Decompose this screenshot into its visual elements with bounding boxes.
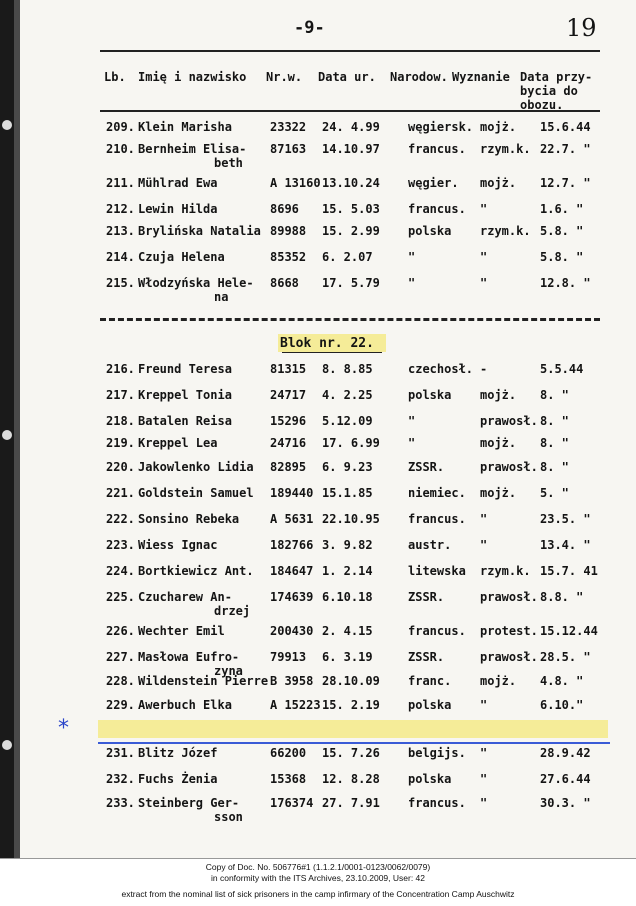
cell-lp: 212.	[106, 202, 135, 216]
cell-name: Lewin Hilda	[138, 202, 218, 216]
table-row	[0, 362, 636, 388]
cell-arrival: 15.6.44	[540, 120, 591, 134]
cell-lp: 233.	[106, 796, 135, 810]
cell-name: Masłowa Eufro-	[138, 650, 240, 664]
cell-birth: 17. 6.99	[322, 436, 380, 450]
cell-arrival: 5.8. "	[540, 224, 584, 238]
typed-page-number: -9-	[294, 18, 325, 38]
cell-lp: 231.	[106, 746, 135, 760]
header-nr: Nr.w.	[266, 70, 303, 84]
cell-birth: 24. 4.99	[322, 120, 380, 134]
cell-lp: 214.	[106, 250, 135, 264]
cell-arrival: 5. "	[540, 486, 569, 500]
cell-religion: mojż.	[480, 486, 517, 500]
blok-underline	[282, 352, 382, 353]
cell-nr: 66200	[270, 746, 307, 760]
cell-lp: 227.	[106, 650, 135, 664]
cell-nation: francus.	[408, 202, 466, 216]
cell-birth: 6. 9.23	[322, 460, 373, 474]
cell-nation: francus.	[408, 624, 466, 638]
cell-nation: "	[408, 250, 416, 264]
cell-arrival: 8. "	[540, 460, 569, 474]
cell-name: Sonsino Rebeka	[138, 512, 240, 526]
cell-religion: rzym.k.	[480, 564, 531, 578]
cell-name: Kreppel Lea	[138, 436, 218, 450]
header-birth: Data ur.	[318, 70, 376, 84]
cell-nr: 176374	[270, 796, 314, 810]
cell-nation: niemiec.	[408, 486, 466, 500]
cell-lp: 220.	[106, 460, 135, 474]
cell-nation: ZSSR.	[408, 590, 445, 604]
table-row	[0, 224, 636, 250]
cell-nr: 15296	[270, 414, 307, 428]
cell-religion: -	[480, 362, 488, 376]
header-name: Imię i nazwisko	[138, 70, 247, 84]
cell-religion: "	[480, 746, 488, 760]
cell-name: Jakowlenko Lidia	[138, 460, 254, 474]
cell-nr: A 5631	[270, 512, 314, 526]
table-row	[0, 460, 636, 486]
cell-nr: 87163	[270, 142, 307, 156]
cell-nation: polska	[408, 772, 452, 786]
cell-name-continuation: beth	[214, 156, 243, 170]
cell-arrival: 28.9.42	[540, 746, 591, 760]
header-arrival-3: obozu.	[520, 98, 564, 112]
header-lp: Lb.	[104, 70, 126, 84]
header-religion: Wyznanie	[452, 70, 510, 84]
cell-name: Wildenstein Pierre	[138, 674, 269, 688]
cell-nation: francus.	[408, 142, 466, 156]
table-row	[0, 176, 636, 202]
cell-name-continuation: sson	[214, 810, 243, 824]
cell-religion: mojż.	[480, 674, 517, 688]
cell-birth: 14.10.97	[322, 142, 380, 156]
cell-nation: ZSSR.	[408, 650, 445, 664]
cell-nation: polska	[408, 698, 452, 712]
cell-nation: francus.	[408, 512, 466, 526]
cell-birth: 2. 4.15	[322, 624, 373, 638]
cell-lp: 209.	[106, 120, 135, 134]
table-row	[0, 538, 636, 564]
cell-arrival: 8.8. "	[540, 590, 584, 604]
cell-name: Brylińska Natalia	[138, 224, 261, 238]
cell-nr: 24717	[270, 388, 307, 402]
cell-arrival: 22.7. "	[540, 142, 591, 156]
table-row	[0, 650, 636, 676]
cell-religion: "	[480, 698, 488, 712]
cell-arrival: 12.7. "	[540, 176, 591, 190]
cell-religion: mojż.	[480, 388, 517, 402]
cell-religion: "	[480, 772, 488, 786]
cell-lp: 223.	[106, 538, 135, 552]
cell-lp: 210.	[106, 142, 135, 156]
cell-arrival: 15.7. 41	[540, 564, 598, 578]
cell-nr: 8696	[270, 202, 299, 216]
cell-nr: 174639	[270, 590, 314, 604]
cell-name: Steinberg Ger-	[138, 796, 240, 810]
cell-nr: 85352	[270, 250, 307, 264]
cell-arrival: 5.8. "	[540, 250, 584, 264]
footer-line-3: extract from the nominal list of sick prisoners in the camp infirmary of the Concentration Camp Auschwitz	[121, 889, 515, 899]
cell-name: Wiess Ignac	[138, 538, 218, 552]
cell-religion: "	[480, 796, 488, 810]
cell-nation: czechosł.	[408, 362, 474, 376]
cell-arrival: 28.5. "	[540, 650, 591, 664]
cell-nr: A 13160	[270, 176, 321, 190]
cell-nation: polska	[408, 388, 452, 402]
cell-nation: "	[408, 436, 416, 450]
table-row	[0, 486, 636, 512]
cell-nation: "	[408, 276, 416, 290]
cell-nr: 184647	[270, 564, 314, 578]
cell-name: Awerbuch Elka	[138, 698, 232, 712]
cell-religion: "	[480, 512, 488, 526]
cell-arrival: 1.6. "	[540, 202, 584, 216]
row-230-highlight	[98, 720, 608, 738]
cell-religion: rzym.k.	[480, 142, 531, 156]
cell-nation: belgijs.	[408, 746, 466, 760]
table-row	[0, 674, 636, 700]
cell-nation: węgiersk.	[408, 120, 474, 134]
cell-religion: prawosł.	[480, 414, 538, 428]
table-row	[0, 250, 636, 276]
table-row	[0, 772, 636, 798]
cell-name: Wechter Emil	[138, 624, 225, 638]
cell-religion: "	[480, 250, 488, 264]
cell-lp: 221.	[106, 486, 135, 500]
cell-religion: rzym.k.	[480, 224, 531, 238]
table-row	[0, 564, 636, 590]
cell-nation: "	[408, 414, 416, 428]
pen-star-mark: *	[58, 716, 69, 741]
cell-lp: 219.	[106, 436, 135, 450]
cell-religion: prawosł.	[480, 460, 538, 474]
cell-name: Bernheim Elisa-	[138, 142, 247, 156]
cell-nr: 82895	[270, 460, 307, 474]
cell-lp: 229.	[106, 698, 135, 712]
cell-birth: 6. 3.19	[322, 650, 373, 664]
cell-lp: 215.	[106, 276, 135, 290]
cell-birth: 1. 2.14	[322, 564, 373, 578]
cell-nr: 81315	[270, 362, 307, 376]
header-arrival-2: bycia do	[520, 84, 578, 98]
cell-nation: węgier.	[408, 176, 459, 190]
table-row	[0, 624, 636, 650]
header-nation: Narodow.	[390, 70, 448, 84]
footer-line-2: in conformity with the ITS Archives, 23.10.2009, User: 42	[210, 873, 426, 883]
cell-religion: mojż.	[480, 436, 517, 450]
cell-nr: B 3958	[270, 674, 314, 688]
cell-arrival: 5.5.44	[540, 362, 584, 376]
cell-birth: 12. 8.28	[322, 772, 380, 786]
cell-nr: A 15223	[270, 698, 321, 712]
cell-birth: 28.10.09	[322, 674, 380, 688]
cell-religion: "	[480, 538, 488, 552]
cell-nr: 24716	[270, 436, 307, 450]
cell-arrival: 23.5. "	[540, 512, 591, 526]
cell-arrival: 27.6.44	[540, 772, 591, 786]
cell-birth: 15. 7.26	[322, 746, 380, 760]
cell-lp: 225.	[106, 590, 135, 604]
header-arrival-1: Data przy-	[520, 70, 593, 84]
cell-nation: austr.	[408, 538, 452, 552]
cell-religion: protest.	[480, 624, 538, 638]
cell-nr: 200430	[270, 624, 314, 638]
cell-arrival: 12.8. "	[540, 276, 591, 290]
cell-arrival: 30.3. "	[540, 796, 591, 810]
cell-name: Czuja Helena	[138, 250, 225, 264]
cell-name: Czucharew An-	[138, 590, 232, 604]
cell-nr: 8668	[270, 276, 299, 290]
footer-line-1: Copy of Doc. No. 506776#1 (1.1.2.1/0001-0123/0062/0079)	[205, 862, 431, 872]
cell-nr: 189440	[270, 486, 314, 500]
cell-religion: "	[480, 276, 488, 290]
cell-name-continuation: zyna	[214, 664, 243, 678]
cell-birth: 15. 5.03	[322, 202, 380, 216]
cell-nation: litewska	[408, 564, 466, 578]
blok-heading: Blok nr. 22.	[280, 336, 374, 351]
cell-arrival: 15.12.44	[540, 624, 598, 638]
cell-arrival: 8. "	[540, 436, 569, 450]
cell-arrival: 13.4. "	[540, 538, 591, 552]
cell-religion: "	[480, 202, 488, 216]
cell-religion: mojż.	[480, 120, 517, 134]
cell-name: Batalen Reisa	[138, 414, 232, 428]
cell-lp: 213.	[106, 224, 135, 238]
cell-name: Fuchs Żenia	[138, 772, 218, 786]
cell-birth: 6.10.18	[322, 590, 373, 604]
cell-name: Goldstein Samuel	[138, 486, 254, 500]
table-row	[0, 512, 636, 538]
cell-arrival: 6.10."	[540, 698, 584, 712]
cell-name: Mühlrad Ewa	[138, 176, 218, 190]
cell-religion: mojż.	[480, 176, 517, 190]
cell-birth: 5.12.09	[322, 414, 373, 428]
cell-arrival: 8. "	[540, 388, 569, 402]
cell-birth: 6. 2.07	[322, 250, 373, 264]
cell-birth: 17. 5.79	[322, 276, 380, 290]
cell-nr: 89988	[270, 224, 307, 238]
cell-nr: 15368	[270, 772, 307, 786]
cell-lp: 232.	[106, 772, 135, 786]
cell-birth: 15. 2.19	[322, 698, 380, 712]
cell-birth: 15.1.85	[322, 486, 373, 500]
pen-underline	[98, 742, 610, 744]
archive-footer	[0, 862, 636, 900]
cell-lp: 218.	[106, 414, 135, 428]
cell-name-continuation: drzej	[214, 604, 251, 618]
cell-nation: polska	[408, 224, 452, 238]
cell-nr: 79913	[270, 650, 307, 664]
cell-nation: francus.	[408, 796, 466, 810]
cell-birth: 8. 8.85	[322, 362, 373, 376]
cell-birth: 13.10.24	[322, 176, 380, 190]
header-bottom-rule	[100, 110, 600, 112]
table-row	[0, 590, 636, 616]
cell-birth: 15. 2.99	[322, 224, 380, 238]
table-row	[0, 276, 636, 302]
cell-name: Włodzyńska Hele-	[138, 276, 254, 290]
cell-name: Bortkiewicz Ant.	[138, 564, 254, 578]
cell-nr: 23322	[270, 120, 307, 134]
cell-lp: 226.	[106, 624, 135, 638]
table-row	[0, 142, 636, 168]
section-dashed-divider	[100, 318, 600, 321]
cell-nation: franc.	[408, 674, 452, 688]
cell-religion: prawosł.	[480, 650, 538, 664]
cell-lp: 224.	[106, 564, 135, 578]
cell-religion: prawosł.	[480, 590, 538, 604]
cell-lp: 217.	[106, 388, 135, 402]
cell-lp: 222.	[106, 512, 135, 526]
table-row	[0, 746, 636, 772]
cell-name: Blitz Józef	[138, 746, 218, 760]
cell-lp: 216.	[106, 362, 135, 376]
cell-name: Klein Marisha	[138, 120, 232, 134]
cell-nation: ZSSR.	[408, 460, 445, 474]
handwritten-page-number: 19	[566, 14, 597, 42]
cell-birth: 22.10.95	[322, 512, 380, 526]
cell-name: Freund Teresa	[138, 362, 232, 376]
header-top-rule	[100, 50, 600, 52]
cell-birth: 3. 9.82	[322, 538, 373, 552]
table-row	[0, 796, 636, 822]
cell-birth: 27. 7.91	[322, 796, 380, 810]
table-row	[0, 388, 636, 414]
cell-lp: 228.	[106, 674, 135, 688]
cell-name-continuation: na	[214, 290, 229, 304]
table-row	[0, 436, 636, 462]
cell-name: Kreppel Tonia	[138, 388, 232, 402]
cell-birth: 4. 2.25	[322, 388, 373, 402]
cell-lp: 211.	[106, 176, 135, 190]
cell-nr: 182766	[270, 538, 314, 552]
cell-arrival: 8. "	[540, 414, 569, 428]
cell-arrival: 4.8. "	[540, 674, 584, 688]
